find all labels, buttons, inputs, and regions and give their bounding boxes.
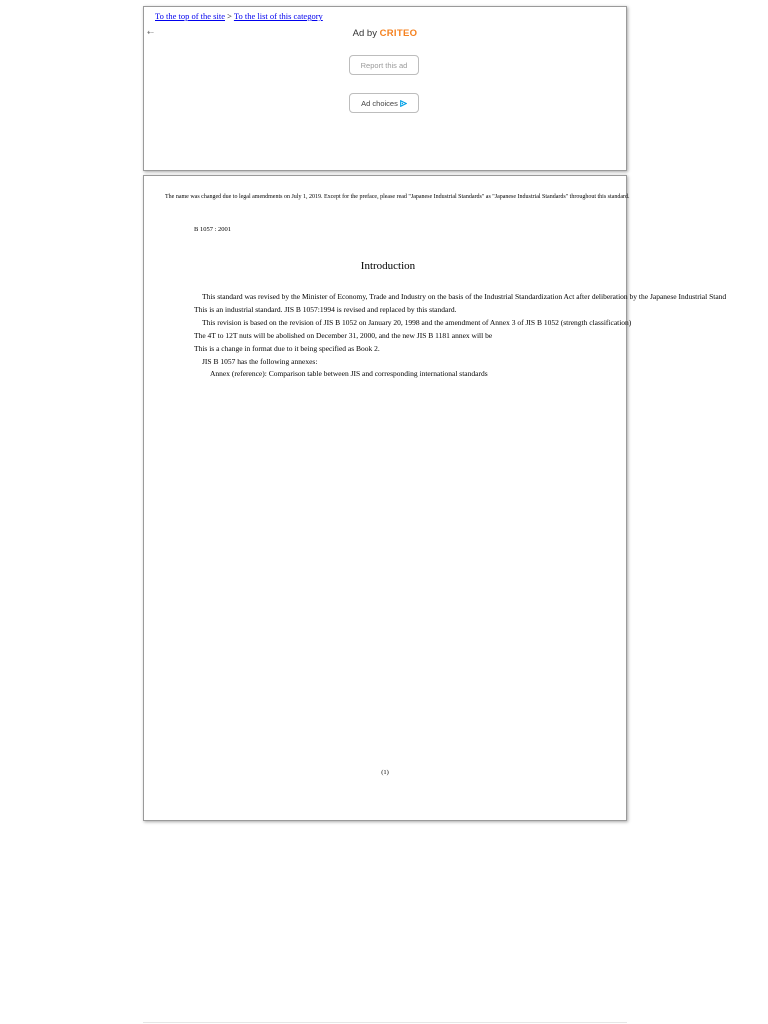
name-change-notice: The name was changed due to legal amendments on July 1, 2019. Except for the preface, please read "Japanese Industrial Standards" as "Japanese Industrial Standards" throughout this standard.: [165, 194, 630, 200]
page-number: (1): [381, 769, 389, 776]
annex-item: Annex (reference): Comparison table between JIS and corresponding international standards: [210, 369, 488, 378]
ad-frame: [143, 6, 627, 171]
standard-id: B 1057 : 2001: [194, 226, 232, 233]
document-page: [143, 175, 727, 821]
intro-line: This is an industrial standard. JIS B 1057:1994 is revised and replaced by this standard.: [194, 305, 457, 314]
annex-heading: JIS B 1057 has the following annexes:: [202, 357, 318, 366]
criteo-logo: CRITEO: [379, 28, 418, 39]
ad-by-label[interactable]: Ad by CRITEO: [352, 28, 418, 39]
top-of-site-link[interactable]: To the top of the site: [155, 11, 225, 21]
intro-line: The 4T to 12T nuts will be abolished on December 31, 2000, and the new JIS B 1181 annex will be: [194, 331, 493, 340]
intro-line: This standard was revised by the Minister of Economy, Trade and Industry on the basis of the Industrial Standardization Act after deliberation by the Japanese Industrial Stand: [202, 292, 727, 301]
intro-line: This is a change in format due to it being specified as Book 2.: [194, 344, 380, 353]
footer-divider: [143, 1022, 627, 1023]
breadcrumb: [155, 11, 323, 21]
ad-choices-button[interactable]: Ad choices: [349, 93, 419, 113]
adchoices-triangle-icon: [400, 100, 407, 107]
breadcrumb-separator: >: [227, 11, 232, 21]
intro-line: This revision is based on the revision of JIS B 1052 on January 20, 1998 and the amendment of Annex 3 of JIS B 1052 (strength classification): [202, 318, 632, 327]
category-list-link[interactable]: To the list of this category: [233, 11, 323, 21]
page-title: Introduction: [360, 260, 416, 272]
report-ad-button[interactable]: Report this ad: [349, 55, 419, 75]
left-arrow-icon[interactable]: ⇠: [147, 28, 154, 37]
